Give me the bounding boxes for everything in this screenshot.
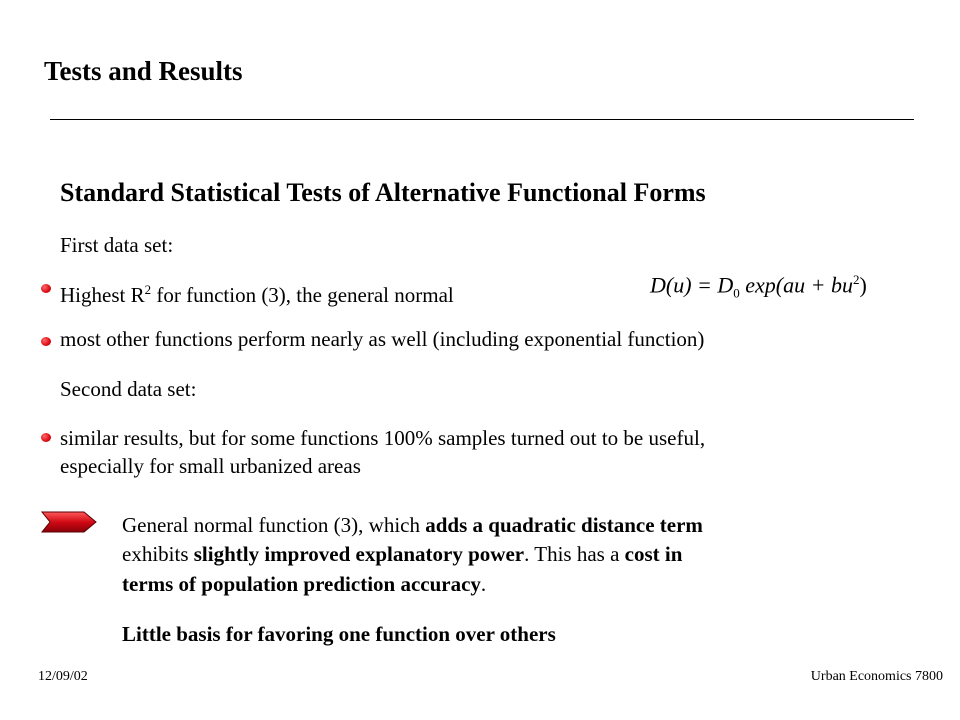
conclusion-line1: General normal function (3), which adds a quadratic distance term — [122, 513, 703, 537]
bullet-dot-icon — [41, 284, 51, 293]
slide-subtitle: Standard Statistical Tests of Alternative Functional Forms — [60, 178, 706, 207]
conclusion-line3: terms of population prediction accuracy. — [122, 572, 487, 596]
bullet-dot-icon — [41, 337, 51, 346]
bullet-similar-results-line2: especially for small urbanized areas — [60, 454, 361, 478]
conclusion-line4: Little basis for favoring one function over others — [122, 622, 556, 646]
bullet-highest-r2: Highest $R^2$ for function (3), the general normal — [60, 282, 454, 307]
second-data-set-label: Second data set: — [60, 377, 197, 401]
footer-date: 12/09/02 — [38, 669, 88, 684]
bullet-dot-icon — [41, 433, 51, 442]
bullet-similar-results-line1: similar results, but for some functions 100% samples turned out to be useful, — [60, 426, 706, 450]
first-data-set-label: First data set: — [60, 233, 174, 257]
conclusion-line2: exhibits slightly improved explanatory power. This has a cost in — [122, 542, 683, 566]
title-divider — [50, 119, 914, 120]
slide-title: Tests and Results — [44, 56, 243, 86]
red-arrow-icon — [40, 508, 100, 536]
footer-course: Urban Economics 7800 — [810, 669, 943, 684]
bullet-other-functions: most other functions perform nearly as well (including exponential function) — [60, 327, 705, 351]
general-normal-formula: $D(u) = D_0$ $\exp(au + bu^2)$ — [650, 272, 867, 301]
